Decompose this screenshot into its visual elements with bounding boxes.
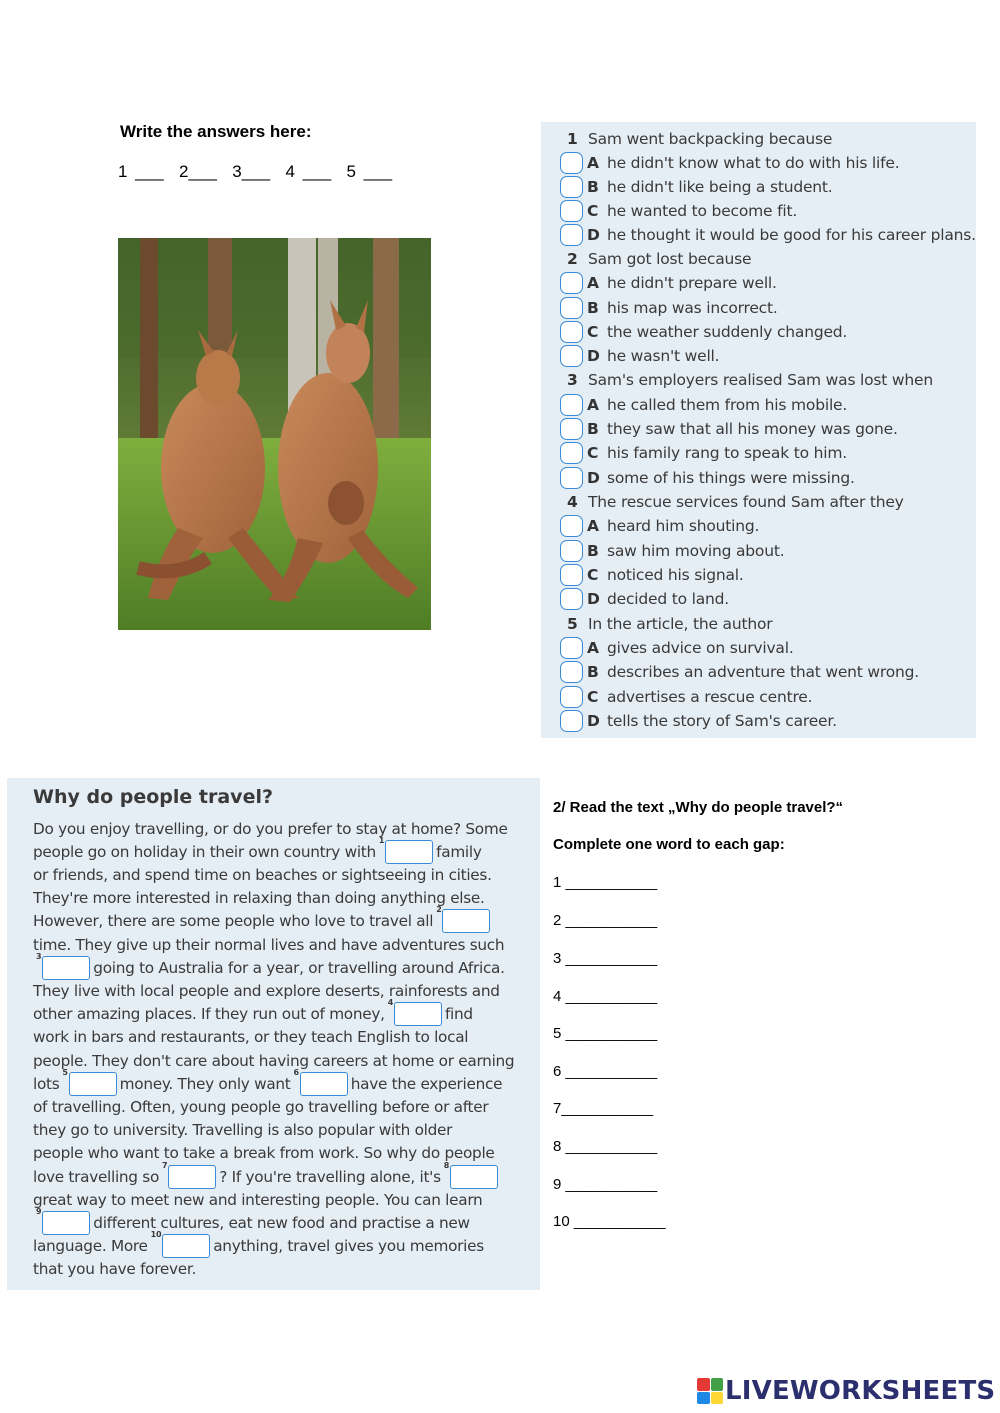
gap-2[interactable] (436, 905, 490, 933)
option-checkbox[interactable] (560, 637, 583, 659)
option-checkbox[interactable] (560, 200, 583, 222)
option-checkbox[interactable] (560, 467, 583, 489)
reading-text: people who want to take a break from work. So why do people (33, 1144, 495, 1163)
gap-number: 4 (387, 998, 393, 1008)
gap-number: 10 (150, 1230, 162, 1240)
option-2a[interactable]: A he didn't prepare well. (560, 271, 777, 295)
reading-line (33, 905, 493, 933)
option-3c[interactable]: C his family rang to speak to him. (560, 441, 847, 465)
reading-text: However, there are some people who love to travel all (33, 912, 434, 931)
gap-input-box[interactable] (450, 1165, 498, 1189)
reading-text: have the experience (350, 1074, 503, 1093)
question-1: 1 Sam went backpacking because (567, 130, 833, 148)
gap-3[interactable] (36, 951, 90, 980)
option-5a[interactable]: A gives advice on survival. (560, 636, 794, 660)
reading-text: find (444, 1005, 473, 1024)
question-4: 4 The rescue services found Sam after they (567, 493, 904, 511)
option-checkbox[interactable] (560, 564, 583, 586)
gap-input-box[interactable] (394, 1002, 442, 1026)
option-checkbox[interactable] (560, 272, 583, 294)
gap-number: 9 (36, 1206, 42, 1216)
gap-10[interactable] (150, 1230, 211, 1258)
gap-answer-1[interactable]: 1 ___________ (553, 874, 658, 891)
option-4c[interactable]: C noticed his signal. (560, 563, 744, 587)
question-3: 3 Sam's employers realised Sam was lost when (567, 371, 933, 389)
reading-text: going to Australia for a year, or travelling around Africa. (93, 958, 505, 977)
gap-input-box[interactable] (168, 1165, 216, 1189)
option-1a[interactable]: A he didn't know what to do with his life. (560, 151, 899, 175)
reading-line (33, 998, 473, 1026)
gap-answer-8[interactable]: 8 ___________ (553, 1138, 658, 1155)
option-checkbox[interactable] (560, 540, 583, 562)
option-checkbox[interactable] (560, 176, 583, 198)
task2-title: 2/ Read the text „Why do people travel?“ (553, 799, 844, 816)
reading-line (33, 1230, 484, 1258)
task2-instructions: Complete one word to each gap: (553, 836, 785, 853)
answers-title: Write the answers here: (120, 122, 312, 141)
option-5d[interactable]: D tells the story of Sam's career. (560, 709, 837, 733)
reading-line (33, 863, 492, 886)
reading-line (33, 835, 482, 863)
option-4d[interactable]: D decided to land. (560, 587, 729, 611)
reading-line (33, 951, 505, 979)
gap-answer-2[interactable]: 2 ___________ (553, 912, 658, 929)
reading-text: that you have forever. (33, 1260, 197, 1279)
reading-text: money. They only want (119, 1074, 291, 1093)
reading-line (33, 979, 500, 1002)
liveworksheets-brand[interactable] (697, 1376, 995, 1406)
gap-input-box[interactable] (69, 1072, 117, 1096)
reading-text: They live with local people and explore deserts, rainforests and (33, 981, 500, 1000)
gap-input-box[interactable] (162, 1234, 210, 1258)
option-5b[interactable]: B describes an adventure that went wrong. (560, 660, 919, 684)
reading-text: time. They give up their normal lives and have adventures such (33, 935, 505, 954)
kangaroo-photo (118, 238, 431, 630)
answers-blank-line[interactable]: 1 ___ 2___ 3___ 4 ___ 5 ___ (118, 162, 393, 181)
option-checkbox[interactable] (560, 418, 583, 440)
gap-4[interactable] (387, 998, 442, 1026)
gap-number: 6 (293, 1067, 299, 1077)
reading-text: great way to meet new and interesting people. You can learn (33, 1190, 483, 1209)
reading-line (33, 1026, 468, 1049)
reading-text: other amazing places. If they run out of money, (33, 1005, 385, 1024)
gap-number: 7 (162, 1160, 168, 1170)
question-2: 2 Sam got lost because (567, 250, 752, 268)
reading-text: love travelling so (33, 1167, 160, 1186)
option-2d[interactable]: D he wasn't well. (560, 344, 719, 368)
option-5c[interactable]: C advertises a rescue centre. (560, 685, 812, 709)
question-5: 5 In the article, the author (567, 615, 773, 633)
brand-name: LIVEWORKSHEETS (725, 1376, 996, 1406)
gap-number: 5 (62, 1067, 68, 1077)
reading-text: language. More (33, 1237, 148, 1256)
option-3d[interactable]: D some of his things were missing. (560, 466, 855, 490)
option-checkbox[interactable] (560, 345, 583, 367)
reading-text: ? If you're travelling alone, it's (219, 1167, 441, 1186)
reading-line (33, 1206, 470, 1234)
gap-7[interactable] (162, 1160, 216, 1189)
option-3b[interactable]: B they saw that all his money was gone. (560, 417, 898, 441)
gap-input-box[interactable] (385, 840, 433, 864)
reading-line (33, 933, 504, 956)
option-checkbox[interactable] (560, 394, 583, 416)
reading-line (33, 1095, 488, 1118)
logo-square (697, 1392, 710, 1405)
option-4a[interactable]: A heard him shouting. (560, 514, 759, 538)
option-checkbox[interactable] (560, 152, 583, 174)
reading-text: they go to university. Travelling is also popular with older (33, 1121, 453, 1140)
option-checkbox[interactable] (560, 297, 583, 319)
reading-text: Do you enjoy travelling, or do you prefer to stay at home? Some (33, 819, 508, 838)
option-checkbox[interactable] (560, 710, 583, 732)
option-3a[interactable]: A he called them from his mobile. (560, 393, 847, 417)
option-2c[interactable]: C the weather suddenly changed. (560, 320, 847, 344)
liveworksheets-logo-icon (697, 1378, 723, 1404)
gap-answer-6[interactable]: 6 ___________ (553, 1063, 658, 1080)
gap-answer-5[interactable]: 5 ___________ (553, 1025, 658, 1042)
gap-input-box[interactable] (300, 1072, 348, 1096)
logo-square (711, 1392, 724, 1405)
gap-5[interactable] (62, 1067, 116, 1096)
reading-line (33, 1258, 196, 1281)
gap-answer-7[interactable]: 7___________ (553, 1100, 654, 1117)
reading-text: family (436, 842, 482, 861)
reading-text: people go on holiday in their own country with (33, 842, 376, 861)
reading-line (33, 887, 485, 910)
gap-number: 2 (436, 905, 442, 915)
gap-number: 8 (443, 1160, 450, 1170)
reading-text: different cultures, eat new food and practise a new (93, 1213, 470, 1232)
option-checkbox[interactable] (560, 515, 583, 537)
logo-square (711, 1378, 724, 1391)
reading-text: They're more interested in relaxing than doing anything else. (33, 889, 485, 908)
option-2b[interactable]: B his map was incorrect. (560, 296, 778, 320)
reading-text-panel (7, 778, 540, 1290)
option-checkbox[interactable] (560, 686, 583, 708)
gap-1[interactable] (378, 835, 433, 864)
option-1b[interactable]: B he didn't like being a student. (560, 175, 833, 199)
reading-text: work in bars and restaurants, or they teach English to local (33, 1028, 469, 1047)
reading-text: people. They don't care about having careers at home or earning (33, 1051, 515, 1070)
reading-title: Why do people travel? (33, 786, 273, 808)
gap-answer-9[interactable]: 9 ___________ (553, 1176, 658, 1193)
gap-answer-3[interactable]: 3 ___________ (553, 950, 658, 967)
option-1c[interactable]: C he wanted to become fit. (560, 199, 797, 223)
gap-input-box[interactable] (442, 909, 490, 933)
gap-input-box[interactable] (42, 1211, 90, 1235)
reading-line (33, 1119, 452, 1142)
reading-text: anything, travel gives you memories (213, 1237, 484, 1256)
reading-text: or friends, and spend time on beaches or sightseeing in cities. (33, 865, 492, 884)
option-checkbox[interactable] (560, 224, 583, 246)
option-checkbox[interactable] (560, 321, 583, 343)
logo-square (697, 1378, 710, 1391)
multiple-choice-panel (541, 122, 976, 738)
reading-text: of travelling. Often, young people go travelling before or after (33, 1097, 489, 1116)
gap-number: 3 (36, 951, 42, 961)
reading-line (33, 1049, 514, 1072)
reading-line (33, 817, 508, 840)
option-checkbox[interactable] (560, 588, 583, 610)
reading-line (33, 1142, 495, 1165)
gap-input-box[interactable] (42, 956, 90, 980)
gap-9[interactable] (36, 1206, 90, 1235)
reading-line (33, 1188, 482, 1211)
gap-8[interactable] (443, 1160, 498, 1189)
option-checkbox[interactable] (560, 661, 583, 683)
reading-line (33, 1160, 501, 1188)
option-4b[interactable]: B saw him moving about. (560, 539, 784, 563)
gap-answer-4[interactable]: 4 ___________ (553, 988, 658, 1005)
option-checkbox[interactable] (560, 442, 583, 464)
gap-number: 1 (378, 835, 385, 845)
option-1d[interactable]: D he thought it would be good for his career plans. (560, 223, 976, 247)
reading-text: lots (33, 1074, 60, 1093)
gap-6[interactable] (293, 1067, 348, 1096)
reading-line (33, 1067, 503, 1095)
gap-answer-10[interactable]: 10 ___________ (553, 1213, 666, 1230)
